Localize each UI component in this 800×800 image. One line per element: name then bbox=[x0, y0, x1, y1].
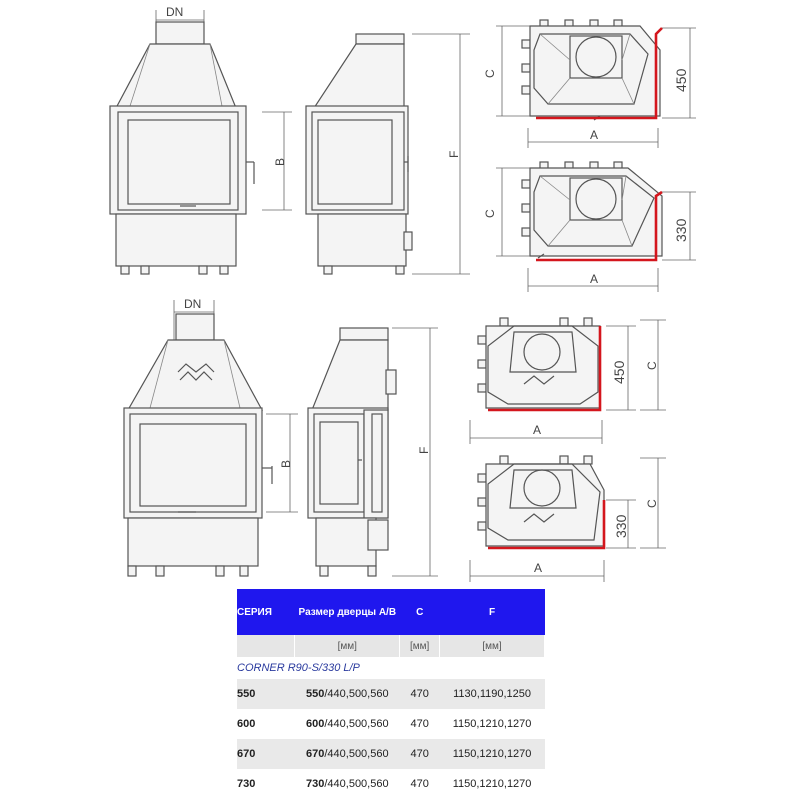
table-series-row bbox=[237, 657, 545, 679]
c-label: C bbox=[483, 69, 497, 78]
plan-view-330-bottom bbox=[470, 456, 666, 582]
cell-series: 730 bbox=[237, 778, 256, 790]
b-label: B bbox=[273, 157, 287, 166]
table-row bbox=[237, 679, 545, 709]
cell-door-a: 600 bbox=[306, 718, 325, 730]
cell-door-b: /440,500,560 bbox=[324, 778, 389, 790]
side-view-bottom bbox=[308, 328, 438, 576]
cell-c: 470 bbox=[400, 739, 440, 769]
dim-450-label: 450 bbox=[673, 68, 689, 92]
table-header-row bbox=[237, 589, 545, 635]
cell-door-a: 670 bbox=[306, 748, 325, 760]
f-label: F bbox=[447, 150, 461, 158]
cell-f: 1150,1210,1270 bbox=[452, 778, 532, 790]
units-door-size: [мм] bbox=[295, 635, 400, 657]
dn-label: DN bbox=[166, 5, 184, 19]
cell-door-b: /440,500,560 bbox=[324, 718, 389, 730]
units-c: [мм] bbox=[400, 635, 440, 657]
spec-table bbox=[237, 589, 545, 799]
dn-label: DN bbox=[184, 297, 202, 311]
a-label: A bbox=[590, 128, 599, 142]
a-label: A bbox=[590, 272, 599, 286]
cell-series: 600 bbox=[237, 718, 256, 730]
table-row bbox=[237, 709, 545, 739]
series-name: CORNER R90-S/330 L/P bbox=[237, 657, 545, 679]
header-door-size: Размер дверцы А/В bbox=[295, 589, 400, 635]
front-view-top bbox=[110, 5, 292, 274]
cell-series: 550 bbox=[237, 679, 295, 709]
header-c: C bbox=[400, 589, 440, 635]
cell-series: 670 bbox=[237, 739, 295, 769]
header-series: СЕРИЯ bbox=[237, 589, 295, 635]
c-label: C bbox=[645, 361, 659, 370]
units-f: [мм] bbox=[440, 635, 545, 657]
plan-view-330 bbox=[483, 162, 696, 292]
a-label: A bbox=[534, 561, 543, 575]
units-series bbox=[237, 635, 295, 657]
cell-c: 470 bbox=[410, 778, 429, 790]
cell-f: 1150,1210,1270 bbox=[452, 718, 532, 730]
header-f: F bbox=[440, 589, 545, 635]
cell-f: 1130,1190,1250 bbox=[440, 679, 545, 709]
c-label: C bbox=[645, 499, 659, 508]
table-units-row bbox=[237, 635, 545, 657]
cell-door-size bbox=[295, 709, 400, 739]
plan-view-450-bottom bbox=[470, 318, 666, 444]
cell-door-b: /440,500,560 bbox=[324, 748, 389, 760]
a-label: A bbox=[533, 423, 542, 437]
table-row bbox=[237, 739, 545, 769]
cell-door-size bbox=[295, 739, 400, 769]
table-row bbox=[237, 769, 545, 799]
cell-door-size bbox=[295, 769, 400, 799]
cell-door-size bbox=[295, 679, 400, 709]
dim-450-label: 450 bbox=[611, 360, 627, 384]
cell-door-a: 550 bbox=[306, 688, 325, 700]
cell-f: 1150,1210,1270 bbox=[440, 739, 545, 769]
plan-view-450 bbox=[483, 20, 696, 148]
dim-330-label: 330 bbox=[673, 218, 689, 242]
cell-door-b: /440,500,560 bbox=[324, 688, 389, 700]
dim-330-label: 330 bbox=[613, 514, 629, 538]
cell-door-a: 730 bbox=[306, 778, 325, 790]
side-view-top bbox=[306, 34, 470, 274]
front-view-bottom bbox=[124, 297, 298, 576]
b-label: B bbox=[279, 459, 293, 468]
c-label: C bbox=[483, 209, 497, 218]
f-label: F bbox=[417, 446, 431, 454]
cell-c: 470 bbox=[410, 718, 429, 730]
cell-c: 470 bbox=[400, 679, 440, 709]
